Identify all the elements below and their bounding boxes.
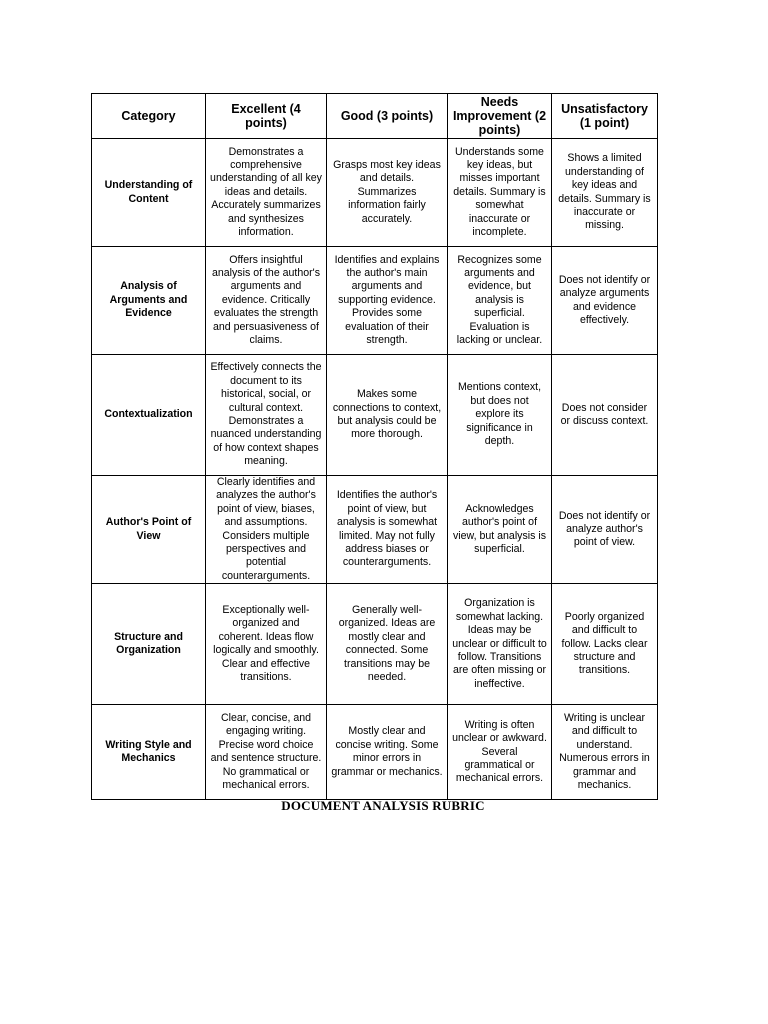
header-excellent: Excellent (4 points) <box>206 94 327 139</box>
needs-improvement-cell: Understands some key ideas, but misses important details. Summary is somewhat inaccurate or incomplete. <box>448 139 552 247</box>
unsatisfactory-cell: Does not consider or discuss context. <box>552 355 658 476</box>
category-cell: Structure and Organization <box>92 584 206 705</box>
table-row <box>92 584 658 705</box>
good-cell: Generally well-organized. Ideas are mostly clear and connected. Some transitions may be needed. <box>327 584 448 705</box>
needs-improvement-cell: Organization is somewhat lacking. Ideas may be unclear or difficult to follow. Transitions are often missing or ineffective. <box>448 584 552 705</box>
unsatisfactory-cell: Poorly organized and difficult to follow. Lacks clear structure and transitions. <box>552 584 658 705</box>
table-row <box>92 247 658 355</box>
unsatisfactory-cell: Writing is unclear and difficult to understand. Numerous errors in grammar and mechanics. <box>552 705 658 800</box>
good-cell: Identifies the author's point of view, but analysis is somewhat limited. May not fully address biases or counterarguments. <box>327 476 448 584</box>
category-cell: Understanding of Content <box>92 139 206 247</box>
document-caption: DOCUMENT ANALYSIS RUBRIC <box>281 798 485 813</box>
good-cell: Identifies and explains the author's main arguments and supporting evidence. Provides some evaluation of their strength. <box>327 247 448 355</box>
good-cell: Makes some connections to context, but analysis could be more thorough. <box>327 355 448 476</box>
excellent-cell: Clear, concise, and engaging writing. Precise word choice and sentence structure. No grammatical or mechanical errors. <box>206 705 327 800</box>
excellent-cell: Demonstrates a comprehensive understanding of all key ideas and details. Accurately summarizes and synthesizes information. <box>206 139 327 247</box>
needs-improvement-cell: Writing is often unclear or awkward. Several grammatical or mechanical errors. <box>448 705 552 800</box>
unsatisfactory-cell: Does not identify or analyze arguments and evidence effectively. <box>552 247 658 355</box>
rubric-table <box>91 93 658 800</box>
table-row <box>92 139 658 247</box>
header-good: Good (3 points) <box>327 94 448 139</box>
excellent-cell: Exceptionally well-organized and coherent. Ideas flow logically and smoothly. Clear and effective transitions. <box>206 584 327 705</box>
category-cell: Writing Style and Mechanics <box>92 705 206 800</box>
table-row <box>92 355 658 476</box>
category-cell: Author's Point of View <box>92 476 206 584</box>
needs-improvement-cell: Recognizes some arguments and evidence, but analysis is superficial. Evaluation is lacking or unclear. <box>448 247 552 355</box>
header-unsatisfactory: Unsatisfactory (1 point) <box>552 94 658 139</box>
excellent-cell: Effectively connects the document to its historical, social, or cultural context. Demonstrates a nuanced understanding of how context shapes meaning. <box>206 355 327 476</box>
category-cell: Analysis of Arguments and Evidence <box>92 247 206 355</box>
header-row <box>92 94 658 139</box>
header-needs-improvement: Needs Improvement (2 points) <box>448 94 552 139</box>
unsatisfactory-cell: Shows a limited understanding of key ideas and details. Summary is inaccurate or missing. <box>552 139 658 247</box>
unsatisfactory-cell: Does not identify or analyze author's point of view. <box>552 476 658 584</box>
excellent-cell: Clearly identifies and analyzes the author's point of view, biases, and assumptions. Considers multiple perspectives and potential counterarguments. <box>206 476 327 584</box>
header-category: Category <box>92 94 206 139</box>
category-cell: Contextualization <box>92 355 206 476</box>
good-cell: Grasps most key ideas and details. Summarizes information fairly accurately. <box>327 139 448 247</box>
table-row <box>92 705 658 800</box>
excellent-cell: Offers insightful analysis of the author's arguments and evidence. Critically evaluates the strength and persuasiveness of claims. <box>206 247 327 355</box>
needs-improvement-cell: Acknowledges author's point of view, but analysis is superficial. <box>448 476 552 584</box>
table-row <box>92 476 658 584</box>
good-cell: Mostly clear and concise writing. Some minor errors in grammar or mechanics. <box>327 705 448 800</box>
needs-improvement-cell: Mentions context, but does not explore its significance in depth. <box>448 355 552 476</box>
